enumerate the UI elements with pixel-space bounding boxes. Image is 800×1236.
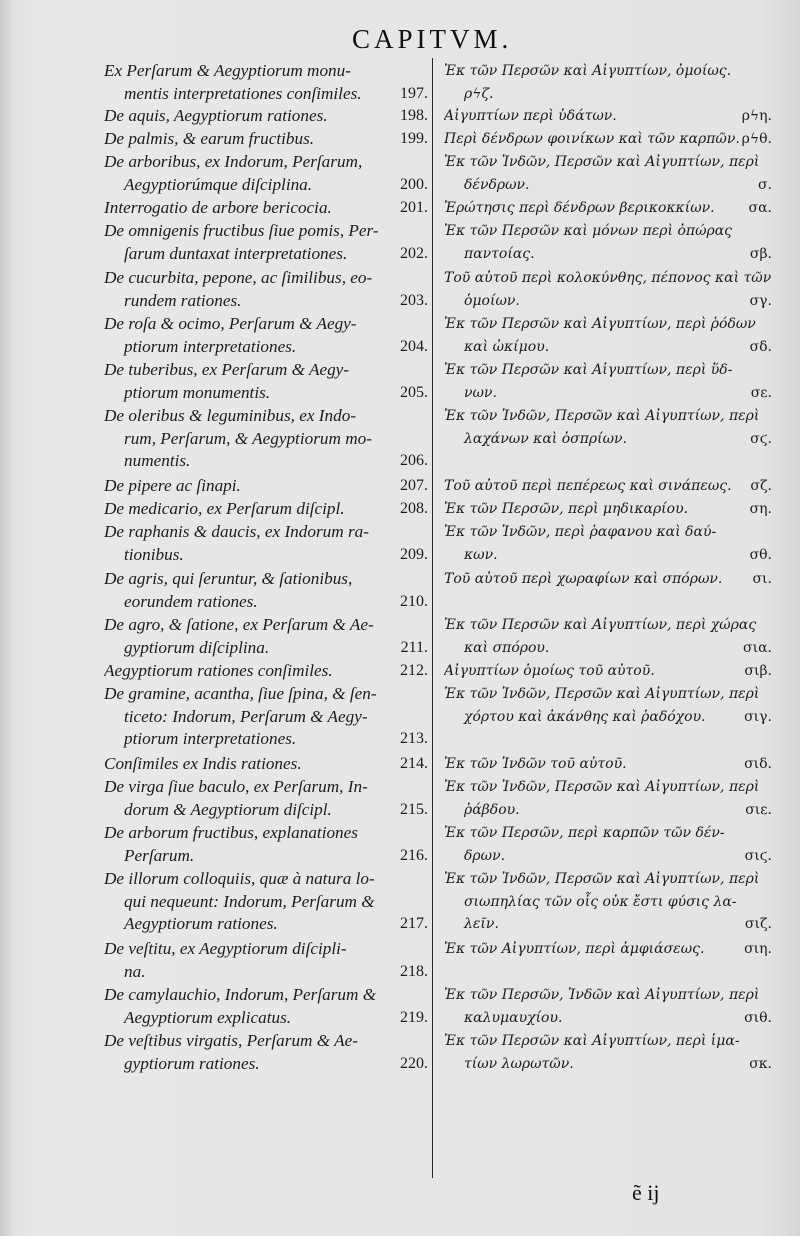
- latin-entry-line: Aegyptiorum rationes conſimiles.: [104, 661, 333, 680]
- greek-entry: [444, 776, 772, 821]
- latin-entry-line: De aquis, Aegyptiorum rationes.: [104, 106, 328, 125]
- greek-chapter-number: σιϛ.: [744, 847, 772, 864]
- greek-entry: [444, 498, 772, 521]
- greek-entry-line: λαχάνων καὶ ὀσπρίων.: [464, 430, 628, 447]
- latin-entry: [104, 498, 428, 521]
- greek-chapter-number: σε.: [750, 384, 772, 401]
- latin-chapter-number: 213.: [400, 730, 428, 748]
- greek-entry-line: Ἐκ τῶν Ἰνδῶν τοῦ αὐτοῦ.: [444, 756, 627, 772]
- latin-entry: [104, 753, 428, 776]
- latin-chapter-number: 203.: [400, 291, 428, 309]
- greek-chapter-number: σθ.: [749, 546, 772, 563]
- latin-entry-line: Conſimiles ex Indis rationes.: [104, 754, 302, 773]
- greek-entry: [444, 822, 772, 867]
- latin-entry: [104, 1030, 428, 1075]
- greek-entry-line: καὶ σπόρου.: [464, 639, 550, 656]
- greek-entry: [444, 151, 772, 196]
- greek-entry: [444, 359, 772, 404]
- latin-entry-line: De tuberibus, ex Perſarum & Aegy-: [104, 360, 350, 379]
- latin-chapter-number: 201.: [400, 199, 428, 216]
- greek-chapter-number: σζ.: [750, 478, 772, 494]
- greek-entry: [444, 60, 772, 105]
- latin-entry-line: De cucurbita, pepone, ac ſimilibus, eo-: [104, 268, 373, 287]
- latin-entry: [104, 521, 428, 566]
- greek-entry-line: Ἐκ τῶν Περσῶν, περὶ μηδικαρίου.: [444, 501, 689, 517]
- latin-entry: [104, 197, 428, 220]
- latin-entry-line: tionibus.: [124, 544, 184, 564]
- greek-entry-line: Ἐκ τῶν Περσῶν καὶ Αἰγυπτίων, περὶ ὕδ-: [444, 362, 733, 378]
- greek-chapter-number: σι.: [752, 571, 772, 587]
- latin-entry-line: Aegyptiorum rationes.: [124, 914, 278, 934]
- latin-entry: [104, 938, 428, 983]
- greek-entry-line: Ἐκ τῶν Ἰνδῶν, Περσῶν καὶ Αἰγυπτίων, περὶ: [444, 871, 760, 887]
- greek-entry-line: κων.: [464, 546, 498, 563]
- greek-entry: [444, 313, 772, 358]
- latin-entry-line: De medicario, ex Perſarum diſcipl.: [104, 499, 345, 518]
- greek-entry-line: Ἐκ τῶν Ἰνδῶν, Περσῶν καὶ Αἰγυπτίων, περὶ: [444, 686, 760, 702]
- latin-entry: [104, 359, 428, 404]
- signature-mark: ẽ ij: [632, 1180, 660, 1205]
- greek-entry-line: Ἐκ τῶν Περσῶν, περὶ καρπῶν τῶν δέν-: [444, 825, 725, 841]
- latin-entry-line: Perſarum.: [124, 845, 195, 865]
- greek-chapter-number: σιθ.: [744, 1009, 772, 1026]
- latin-entry-line: De gramine, acantha, ſiue ſpina, & ſen-: [104, 684, 377, 703]
- greek-entry: [444, 938, 772, 961]
- latin-entry: [104, 660, 428, 683]
- latin-chapter-number: 197.: [400, 84, 428, 102]
- greek-chapter-number: σιγ.: [744, 708, 772, 725]
- greek-entry-line: Ἐκ τῶν Περσῶν, Ἰνδῶν καὶ Αἰγυπτίων, περὶ: [444, 987, 760, 1003]
- greek-entry-line: καλυμαυχίου.: [464, 1009, 563, 1026]
- latin-entry: [104, 405, 428, 473]
- latin-chapter-number: 211.: [400, 638, 428, 656]
- greek-entry-line: δρων.: [464, 847, 506, 864]
- latin-entry: [104, 683, 428, 751]
- latin-chapter-number: 207.: [400, 477, 428, 494]
- greek-entry-line: Ἐκ τῶν Περσῶν καὶ Αἰγυπτίων, περὶ ῥόδων: [444, 316, 756, 332]
- greek-entry-line: καὶ ὠκίμου.: [464, 338, 550, 355]
- greek-entry-line: Ἐρώτησις περὶ δένδρων βερικοκκίων.: [444, 200, 715, 216]
- greek-chapter-number: ρϟθ.: [741, 131, 772, 147]
- latin-chapter-number: 214.: [400, 755, 428, 772]
- latin-entry: [104, 220, 428, 265]
- latin-entry-line: qui nequeunt: Indorum, Perſarum &: [124, 891, 375, 911]
- latin-chapter-number: 210.: [400, 592, 428, 610]
- greek-entry-line: Τοῦ αὐτοῦ περὶ κολοκύνθης, πέπονος καὶ τῶν: [444, 270, 772, 286]
- greek-chapter-number: ρϟη.: [741, 108, 772, 124]
- greek-entry-line: Ἐκ τῶν Ἰνδῶν, περὶ ῥαφανου καὶ δαύ-: [444, 524, 717, 540]
- latin-chapter-number: 209.: [400, 545, 428, 563]
- greek-entry: [444, 568, 772, 591]
- latin-entry-line: De arborum fructibus, explanationes: [104, 823, 358, 842]
- latin-chapter-number: 198.: [400, 107, 428, 124]
- greek-chapter-number: σιβ.: [744, 663, 772, 679]
- greek-entry-line: Ἐκ τῶν Περσῶν καὶ μόνων περὶ ὀπώρας: [444, 223, 733, 239]
- latin-chapter-number: 208.: [400, 500, 428, 517]
- latin-entry: [104, 267, 428, 312]
- greek-entry-line: λεῖν.: [464, 916, 499, 933]
- latin-entry-line: De omnigenis fructibus ſiue pomis, Per-: [104, 221, 379, 240]
- latin-entry: [104, 313, 428, 358]
- greek-entry-line: ῥάβδου.: [464, 801, 520, 818]
- greek-entry-line: Ἐκ τῶν Ἰνδῶν, Περσῶν καὶ Αἰγυπτίων, περὶ: [444, 779, 760, 795]
- latin-entry: [104, 568, 428, 613]
- latin-entry-line: Aegyptiorum explicatus.: [124, 1007, 292, 1027]
- greek-chapter-number: σιη.: [744, 941, 772, 957]
- latin-entry-line: De virga ſiue baculo, ex Perſarum, In-: [104, 777, 368, 796]
- greek-entry: [444, 267, 772, 312]
- greek-entry: [444, 683, 772, 728]
- latin-chapter-number: 200.: [400, 175, 428, 193]
- latin-chapter-number: 217.: [400, 915, 428, 933]
- latin-entry-line: De agro, & ſatione, ex Perſarum & Ae-: [104, 615, 374, 634]
- latin-chapter-number: 212.: [400, 662, 428, 679]
- greek-entry: [444, 521, 772, 566]
- greek-entry-line: χόρτου καὶ ἀκάνθης καὶ ῥαδόχου.: [464, 708, 706, 725]
- latin-entry-line: ſarum duntaxat interpretationes.: [124, 243, 348, 263]
- latin-entry-line: ptiorum monumentis.: [124, 382, 271, 402]
- latin-entry-line: eorundem rationes.: [124, 591, 258, 611]
- greek-chapter-number: σγ.: [749, 292, 772, 309]
- greek-entry-line: τίων λωρωτῶν.: [464, 1055, 574, 1072]
- greek-chapter-number: σϛ.: [750, 430, 772, 447]
- greek-entry-line: Ἐκ τῶν Αἰγυπτίων, περὶ ἀμφιάσεως.: [444, 941, 705, 957]
- greek-chapter-number: σιζ.: [744, 916, 772, 933]
- latin-entry-line: numentis.: [124, 451, 191, 471]
- latin-entry-line: ticeto: Indorum, Perſarum & Aegy-: [124, 706, 368, 726]
- latin-entry-line: De pipere ac ſinapi.: [104, 476, 241, 495]
- greek-chapter-number: σιδ.: [744, 756, 772, 772]
- latin-entry-line: na.: [124, 961, 146, 981]
- latin-entry-line: De roſa & ocimo, Perſarum & Aegy-: [104, 314, 357, 333]
- greek-entry: [444, 753, 772, 776]
- latin-chapter-number: 219.: [400, 1008, 428, 1026]
- latin-entry: [104, 614, 428, 659]
- latin-chapter-number: 215.: [400, 800, 428, 818]
- latin-entry-line: Ex Perſarum & Aegyptiorum monu-: [104, 61, 351, 80]
- greek-chapter-number: σιε.: [745, 801, 772, 818]
- column-divider-rule: [432, 58, 433, 1178]
- greek-entry: [444, 1030, 772, 1075]
- greek-entry: [444, 197, 772, 220]
- latin-entry: [104, 776, 428, 821]
- greek-entry-line: Ἐκ τῶν Περσῶν καὶ Αἰγυπτίων, περὶ χώρας: [444, 617, 757, 633]
- latin-entry-line: De veſtitu, ex Aegyptiorum diſcipli-: [104, 939, 347, 958]
- greek-entry: [444, 660, 772, 683]
- latin-entry: [104, 868, 428, 936]
- greek-entry: [444, 984, 772, 1029]
- greek-entry-line: Ἐκ τῶν Ἰνδῶν, Περσῶν καὶ Αἰγυπτίων, περὶ: [444, 154, 760, 170]
- running-header: CAPITVM.: [352, 24, 513, 54]
- greek-entry: [444, 475, 772, 498]
- greek-entry-line: Αἰγυπτίων ὁμοίως τοῦ αὐτοῦ.: [444, 663, 655, 679]
- greek-chapter-number: σδ.: [749, 338, 772, 355]
- greek-entry-line: σιωπηλίας τῶν οἷς οὐκ ἔστι φύσις λα-: [464, 893, 737, 910]
- greek-chapter-number: σ.: [757, 176, 772, 193]
- latin-entry-line: De veſtibus virgatis, Perſarum & Ae-: [104, 1031, 358, 1050]
- greek-chapter-number: ση.: [749, 501, 772, 517]
- greek-entry: [444, 868, 772, 936]
- latin-entry: [104, 105, 428, 128]
- latin-entry-line: De arboribus, ex Indorum, Perſarum,: [104, 152, 363, 171]
- greek-entry: [444, 220, 772, 265]
- greek-chapter-number: σια.: [743, 639, 772, 656]
- latin-chapter-number: 206.: [400, 452, 428, 470]
- latin-entry-line: ptiorum interpretationes.: [124, 729, 297, 749]
- latin-entry: [104, 151, 428, 196]
- greek-entry-line: Τοῦ αὐτοῦ περὶ χωραφίων καὶ σπόρων.: [444, 571, 723, 587]
- latin-entry-line: gyptiorum rationes.: [124, 1053, 260, 1073]
- latin-entry-line: De camylauchio, Indorum, Perſarum &: [104, 985, 377, 1004]
- latin-entry-line: Aegyptiorúmque diſciplina.: [124, 174, 313, 194]
- latin-chapter-number: 199.: [400, 130, 428, 147]
- greek-entry-line: Ἐκ τῶν Περσῶν καὶ Αἰγυπτίων, ὁμοίως.: [444, 63, 732, 79]
- latin-entry-line: De palmis, & earum fructibus.: [104, 129, 315, 148]
- latin-entry-line: ptiorum interpretationes.: [124, 336, 297, 356]
- latin-chapter-number: 218.: [400, 962, 428, 980]
- latin-entry-line: rum, Perſarum, & Aegyptiorum mo-: [124, 428, 372, 448]
- latin-entry: [104, 822, 428, 867]
- greek-entry-line: ρϟζ.: [464, 85, 494, 102]
- greek-entry-line: νων.: [464, 384, 497, 401]
- greek-entry-line: Τοῦ αὐτοῦ περὶ πεπέρεως καὶ σινάπεως.: [444, 478, 732, 494]
- latin-entry: [104, 60, 428, 105]
- greek-entry-line: ὁμοίων.: [464, 292, 520, 309]
- greek-chapter-number: σβ.: [749, 245, 772, 262]
- latin-entry: [104, 984, 428, 1029]
- latin-entry-line: gyptiorum diſciplina.: [124, 637, 270, 657]
- latin-entry-line: De oleribus & leguminibus, ex Indo-: [104, 406, 357, 425]
- greek-entry-line: Αἰγυπτίων περὶ ὑδάτων.: [444, 108, 617, 124]
- latin-entry-line: Interrogatio de arbore bericocia.: [104, 198, 332, 217]
- latin-entry-line: mentis interpretationes conſimiles.: [124, 83, 362, 103]
- latin-chapter-number: 216.: [400, 846, 428, 864]
- latin-chapter-number: 220.: [400, 1054, 428, 1072]
- latin-chapter-number: 202.: [400, 244, 428, 262]
- greek-chapter-number: σα.: [748, 200, 772, 216]
- latin-entry-line: rundem rationes.: [124, 290, 242, 310]
- latin-chapter-number: 204.: [400, 337, 428, 355]
- greek-entry: [444, 105, 772, 128]
- greek-entry-line: δένδρων.: [464, 176, 530, 193]
- greek-entry-line: Ἐκ τῶν Ἰνδῶν, Περσῶν καὶ Αἰγυπτίων, περὶ: [444, 408, 760, 424]
- latin-entry-line: De illorum colloquiis, quæ à natura lo-: [104, 869, 375, 888]
- latin-entry-line: dorum & Aegyptiorum diſcipl.: [124, 799, 332, 819]
- latin-entry: [104, 475, 428, 498]
- greek-entry: [444, 128, 772, 151]
- latin-entry-line: De raphanis & daucis, ex Indorum ra-: [104, 522, 369, 541]
- latin-chapter-number: 205.: [400, 383, 428, 401]
- greek-entry-line: παντοίας.: [464, 245, 535, 262]
- greek-chapter-number: σκ.: [749, 1055, 772, 1072]
- latin-entry-line: De agris, qui ſeruntur, & ſationibus,: [104, 569, 353, 588]
- latin-entry: [104, 128, 428, 151]
- greek-entry-line: Ἐκ τῶν Περσῶν καὶ Αἰγυπτίων, περὶ ἱμα-: [444, 1033, 740, 1049]
- greek-entry: [444, 405, 772, 450]
- greek-entry: [444, 614, 772, 659]
- greek-entry-line: Περὶ δένδρων φοινίκων καὶ τῶν καρπῶν.: [444, 131, 740, 147]
